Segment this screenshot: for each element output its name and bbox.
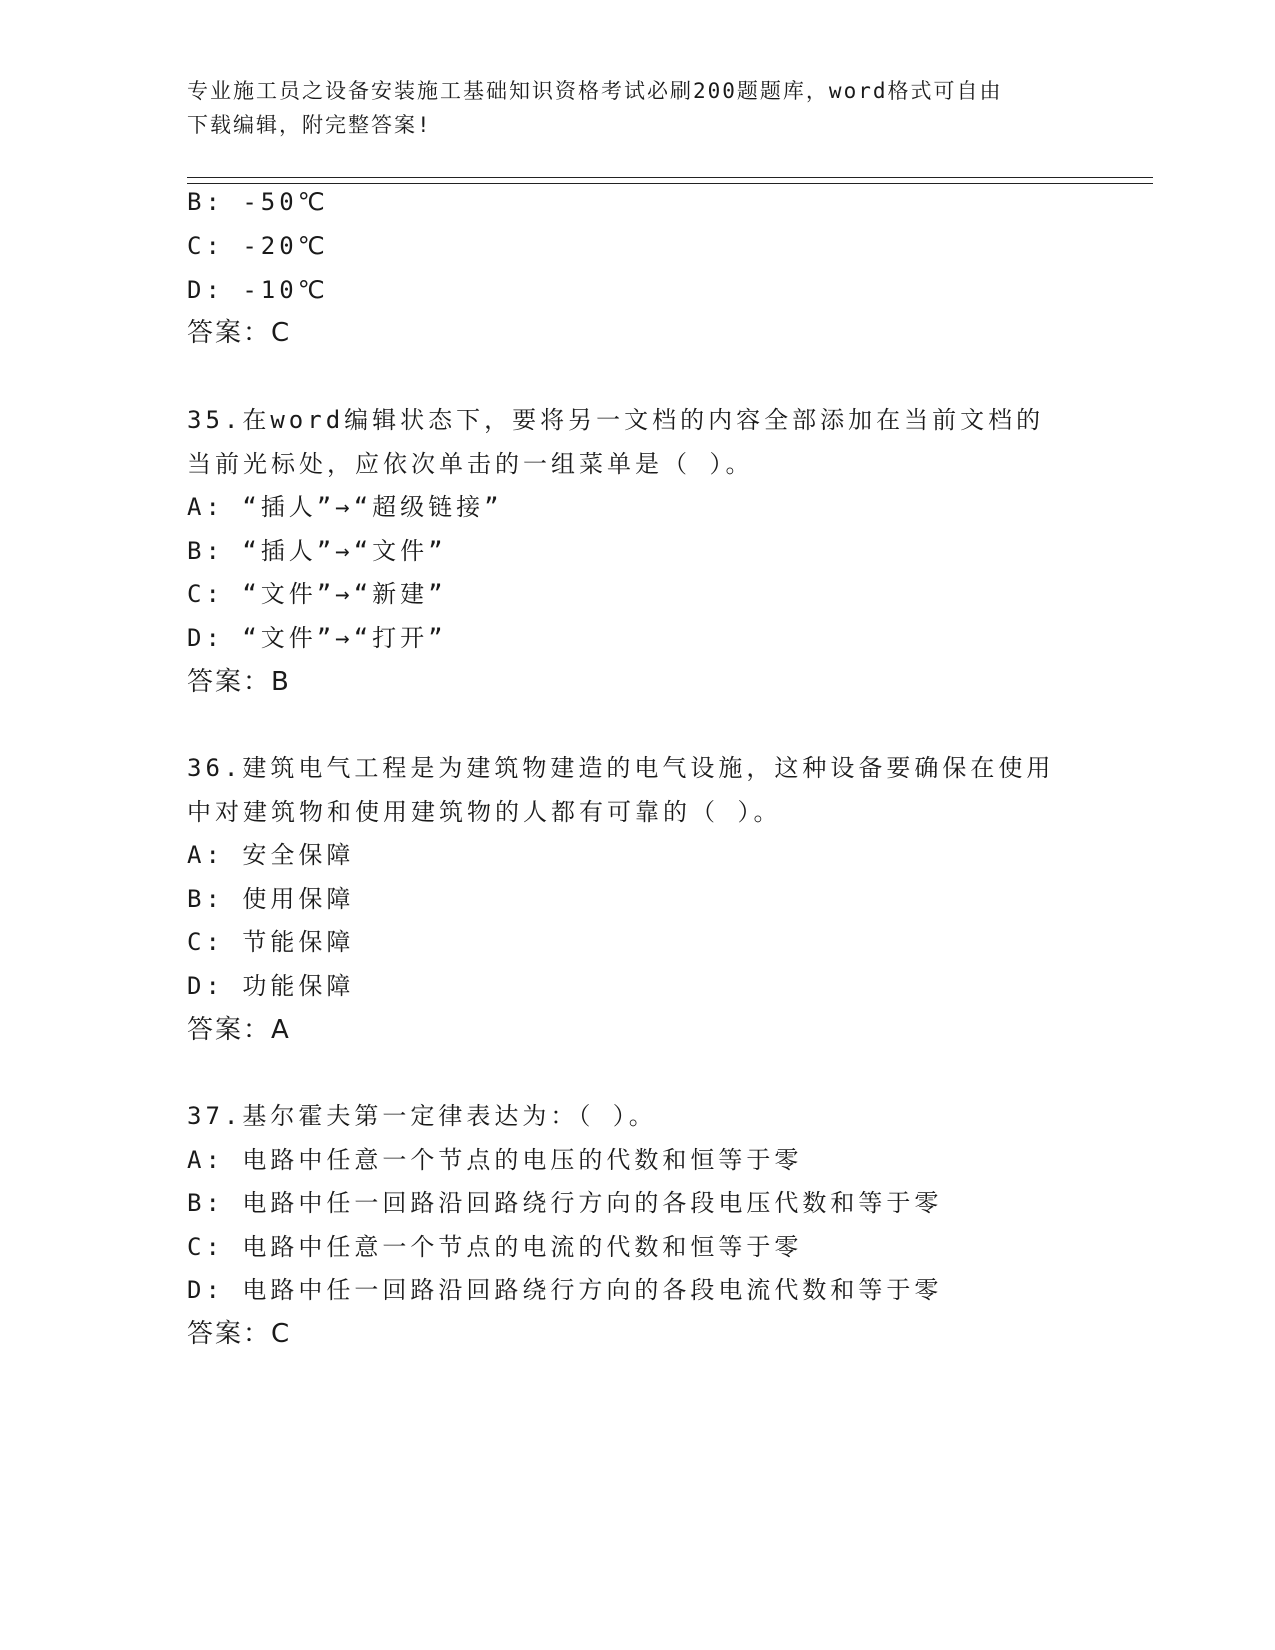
- question-36-option-d: D: 功能保障: [187, 972, 355, 1000]
- question-35-answer: 答案：B: [187, 667, 291, 697]
- carryover-option-c: C: -20℃: [187, 232, 329, 260]
- question-37-answer: 答案：C: [187, 1319, 292, 1349]
- header-divider: [187, 177, 1153, 184]
- question-36-option-b: B: 使用保障: [187, 885, 355, 913]
- question-35-stem-line-1: 35.在word编辑状态下，要将另一文档的内容全部添加在当前文档的: [187, 406, 1045, 434]
- question-37-stem-line-1: 37.基尔霍夫第一定律表达为：（ ）。: [187, 1102, 657, 1130]
- carryover-option-d: D: -10℃: [187, 276, 329, 304]
- question-37-option-a: A: 电路中任意一个节点的电压的代数和恒等于零: [187, 1146, 803, 1174]
- question-36-option-a: A: 安全保障: [187, 841, 355, 869]
- question-36-stem-line-2: 中对建筑物和使用建筑物的人都有可靠的（ ）。: [187, 798, 782, 826]
- carryover-answer: 答案：C: [187, 318, 292, 348]
- question-35-option-a: A: “插人”→“超级链接”: [187, 493, 503, 521]
- question-36-stem-line-1: 36.建筑电气工程是为建筑物建造的电气设施，这种设备要确保在使用: [187, 754, 1055, 782]
- question-35-option-c: C: “文件”→“新建”: [187, 580, 447, 608]
- question-37-option-b: B: 电路中任一回路沿回路绕行方向的各段电压代数和等于零: [187, 1189, 943, 1217]
- question-35-option-d: D: “文件”→“打开”: [187, 624, 447, 652]
- header-title-line-1: 专业施工员之设备安装施工基础知识资格考试必刷200题题库，word格式可自由: [187, 79, 1003, 103]
- page-header: [187, 74, 1087, 142]
- question-36-answer: 答案：A: [187, 1015, 291, 1045]
- carryover-option-b: B: -50℃: [187, 188, 329, 216]
- header-title-line-2: 下载编辑，附完整答案!: [187, 113, 432, 137]
- question-37-option-c: C: 电路中任意一个节点的电流的代数和恒等于零: [187, 1233, 803, 1261]
- question-35-stem-line-2: 当前光标处，应依次单击的一组菜单是（ ）。: [187, 450, 754, 478]
- question-37-option-d: D: 电路中任一回路沿回路绕行方向的各段电流代数和等于零: [187, 1276, 943, 1304]
- question-35-option-b: B: “插人”→“文件”: [187, 537, 447, 565]
- question-36-option-c: C: 节能保障: [187, 928, 355, 956]
